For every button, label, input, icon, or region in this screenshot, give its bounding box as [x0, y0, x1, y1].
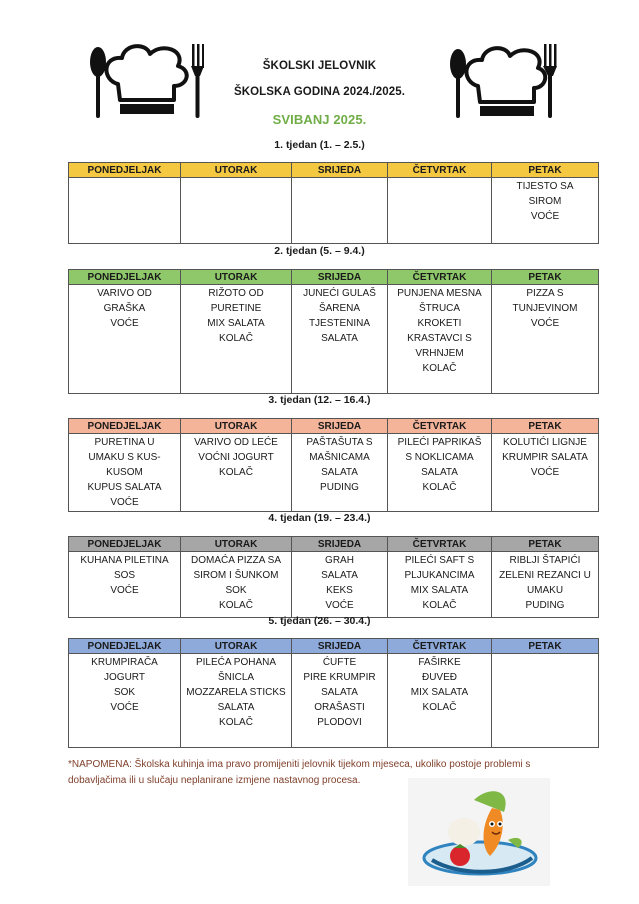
meal-item: PUDING: [525, 600, 565, 611]
meal-item: RIŽOTO OD: [208, 288, 264, 299]
meal-item: MOZZARELA STICKS: [186, 687, 286, 698]
table-header-row: [69, 419, 599, 434]
meal-cell: [292, 434, 388, 512]
meal-item: VOĆE: [110, 585, 139, 596]
week-label: 3. tjedan (12. – 16.4.): [268, 394, 371, 406]
meal-item: KUHANA PILETINA: [80, 555, 169, 566]
meal-item: KOLAČ: [422, 363, 457, 374]
meal-cell: [292, 552, 388, 618]
meal-item: KRUMPIRAČA: [91, 657, 158, 668]
meal-item: KOLAČ: [219, 467, 253, 478]
day-header: ČETVRTAK: [388, 419, 492, 434]
meal-item: SOK: [113, 687, 136, 698]
week-label: 4. tjedan (19. – 23.4.): [268, 512, 371, 524]
meal-item: ŠTRUCA: [418, 303, 461, 314]
meal-item: GRAH: [325, 555, 354, 566]
meal-item: VARIVO OD LEĆE: [194, 437, 278, 448]
day-header: PETAK: [492, 639, 599, 654]
meal-item: KRUMPIR SALATA: [502, 452, 588, 463]
title-line-2: ŠKOLSKA GODINA 2024./2025.: [233, 86, 406, 98]
day-header: UTORAK: [181, 639, 292, 654]
meal-cell: [181, 654, 292, 748]
meal-item: ZELENI REZANCI U: [499, 570, 591, 581]
meal-item: KOLAČ: [422, 600, 457, 611]
meal-item: PAŠTAŠUTA S: [306, 437, 373, 448]
note-line-2: dobavljačima ili u slučaju neplanirane izmjene nastavnog procesa.: [68, 775, 361, 786]
day-header: PETAK: [492, 163, 599, 178]
day-header: PETAK: [492, 270, 599, 285]
meal-cell: [69, 434, 181, 512]
meal-item: SOK: [225, 585, 247, 596]
meal-item: KOLAČ: [422, 482, 457, 493]
table-row: [69, 178, 599, 244]
meal-item: ORAŠASTI: [314, 702, 365, 713]
meal-item: SIROM I ŠUNKOM: [193, 570, 279, 581]
meal-item: S NOKLICAMA: [405, 452, 474, 463]
meal-item: ŠARENA: [318, 303, 361, 314]
meal-item: VRHNJEM: [415, 348, 464, 359]
meal-cell: [388, 434, 492, 512]
meal-item: KEKS: [326, 585, 353, 596]
chef-hat-spoon-fork-icon: [88, 40, 204, 120]
day-header: PONEDJELJAK: [69, 639, 181, 654]
day-header: UTORAK: [181, 163, 292, 178]
table-row: [69, 285, 599, 394]
meal-item: PLODOVI: [317, 717, 362, 728]
meal-item: KOLAČ: [219, 600, 253, 611]
week-label: 5. tjedan (26. – 30.4.): [268, 615, 371, 627]
meal-item: KRASTAVCI S: [407, 333, 472, 344]
day-header: SRIJEDA: [292, 639, 388, 654]
day-header: PETAK: [492, 537, 599, 552]
meal-item: PILEĆA POHANA: [195, 657, 277, 668]
day-header: PETAK: [492, 419, 599, 434]
meal-item: JOGURT: [104, 672, 145, 683]
meal-item: UMAKU: [526, 585, 564, 596]
week-menu-table: [68, 162, 599, 244]
note-line-1: *NAPOMENA: Školska kuhinja ima pravo promijeniti jelovnik tijekom mjeseca, ukoliko postoje problemi s: [68, 759, 531, 770]
meal-item: RIBLJI ŠTAPIĆI: [509, 555, 581, 566]
meal-item: ŠNICLA: [217, 672, 255, 683]
table-header-row: [69, 163, 599, 178]
meal-item: PURETINA U: [94, 437, 155, 448]
meal-item: PILEĆI PAPRIKAŠ: [397, 437, 482, 448]
meal-item: KOLAČ: [219, 717, 253, 728]
meal-cell: [181, 285, 292, 394]
meal-item: SALATA: [421, 467, 458, 478]
week-label: 1. tjedan (1. – 2.5.): [274, 139, 365, 151]
month-title: SVIBANJ 2025.: [272, 112, 367, 127]
meal-item: VOĆE: [110, 497, 139, 508]
day-header: SRIJEDA: [292, 270, 388, 285]
title-line-1: ŠKOLSKI JELOVNIK: [262, 60, 377, 72]
meal-item: SALATA: [321, 570, 358, 581]
meal-item: VARIVO OD: [97, 288, 152, 299]
meal-item: KROKETI: [417, 318, 462, 329]
week-menu-table: [68, 536, 599, 618]
day-header: ČETVRTAK: [388, 639, 492, 654]
meal-item: VOĆE: [530, 211, 560, 222]
meal-item: JUNEĆI GULAŠ: [303, 288, 376, 299]
meal-cell: [492, 434, 599, 512]
meal-item: VOĆNI JOGURT: [198, 452, 274, 463]
meal-item: SALATA: [321, 687, 358, 698]
day-header: UTORAK: [181, 537, 292, 552]
day-header: PONEDJELJAK: [69, 537, 181, 552]
table-row: [69, 552, 599, 618]
day-header: PONEDJELJAK: [69, 270, 181, 285]
vegetable-mascot-icon: [408, 778, 550, 886]
day-header: ČETVRTAK: [388, 163, 492, 178]
meal-cell: [492, 178, 599, 244]
meal-cell: [388, 654, 492, 748]
meal-cell: [388, 178, 492, 244]
meal-item: MAŠNICAMA: [309, 452, 370, 463]
meal-item: KUPUS SALATA: [87, 482, 162, 493]
meal-item: SIROM: [528, 196, 562, 207]
meal-item: SALATA: [217, 702, 255, 713]
meal-item: VOĆE: [110, 318, 139, 329]
day-header: UTORAK: [181, 270, 292, 285]
meal-item: KUSOM: [106, 467, 143, 478]
meal-cell: [492, 552, 599, 618]
table-header-row: [69, 639, 599, 654]
meal-item: ĐUVEĐ: [421, 672, 457, 683]
meal-item: PUDING: [320, 482, 359, 493]
table-row: [69, 434, 599, 512]
meal-cell: [181, 178, 292, 244]
meal-item: SOS: [113, 570, 136, 581]
meal-item: MIX SALATA: [410, 585, 469, 596]
meal-cell: [69, 654, 181, 748]
meal-cell: [181, 552, 292, 618]
meal-cell: [292, 654, 388, 748]
day-header: UTORAK: [181, 419, 292, 434]
meal-item: TIJESTO SA: [516, 181, 574, 192]
meal-item: PIZZA S: [526, 288, 564, 299]
meal-item: KOLAČ: [422, 702, 457, 713]
meal-cell: [69, 552, 181, 618]
meal-item: SALATA: [321, 467, 358, 478]
meal-item: PURETINE: [210, 303, 262, 314]
meal-item: TUNJEVINOM: [512, 303, 578, 314]
meal-item: VOĆE: [110, 702, 139, 713]
meal-item: KOLAČ: [219, 333, 253, 344]
meal-item: GRAŠKA: [103, 303, 146, 314]
meal-item: PILEĆI SAFT S: [404, 555, 475, 566]
day-header: PONEDJELJAK: [69, 163, 181, 178]
meal-cell: [69, 178, 181, 244]
day-header: ČETVRTAK: [388, 270, 492, 285]
day-header: PONEDJELJAK: [69, 419, 181, 434]
meal-item: DOMAĆA PIZZA SA: [190, 555, 282, 566]
meal-item: VOĆE: [530, 318, 560, 329]
meal-cell: [492, 285, 599, 394]
week-menu-table: [68, 638, 599, 748]
day-header: SRIJEDA: [292, 537, 388, 552]
table-row: [69, 654, 599, 748]
meal-item: MIX SALATA: [207, 318, 265, 329]
meal-item: PUNJENA MESNA: [397, 288, 482, 299]
meal-cell: [292, 178, 388, 244]
meal-item: SALATA: [321, 333, 358, 344]
day-header: SRIJEDA: [292, 163, 388, 178]
day-header: ČETVRTAK: [388, 537, 492, 552]
meal-item: VOĆE: [325, 600, 354, 611]
meal-cell: [492, 654, 599, 748]
week-menu-table: [68, 269, 599, 394]
chef-hat-spoon-fork-icon: [448, 40, 558, 120]
meal-cell: [388, 552, 492, 618]
meal-item: TJESTENINA: [308, 318, 371, 329]
table-header-row: [69, 270, 599, 285]
week-label: 2. tjedan (5. – 9.4.): [274, 245, 365, 257]
table-header-row: [69, 537, 599, 552]
week-menu-table: [68, 418, 599, 512]
meal-item: UMAKU S KUS-: [88, 452, 161, 463]
meal-cell: [181, 434, 292, 512]
day-header: SRIJEDA: [292, 419, 388, 434]
meal-cell: [292, 285, 388, 394]
meal-item: MIX SALATA: [410, 687, 469, 698]
meal-item: FAŠIRKE: [418, 657, 461, 668]
meal-cell: [388, 285, 492, 394]
meal-item: PLJUKANCIMA: [404, 570, 475, 581]
meal-cell: [69, 285, 181, 394]
meal-item: ĆUFTE: [322, 657, 357, 668]
meal-item: VOĆE: [530, 467, 560, 478]
meal-item: KOLUTIĆI LIGNJE: [503, 437, 587, 448]
meal-item: PIRE KRUMPIR: [303, 672, 376, 683]
